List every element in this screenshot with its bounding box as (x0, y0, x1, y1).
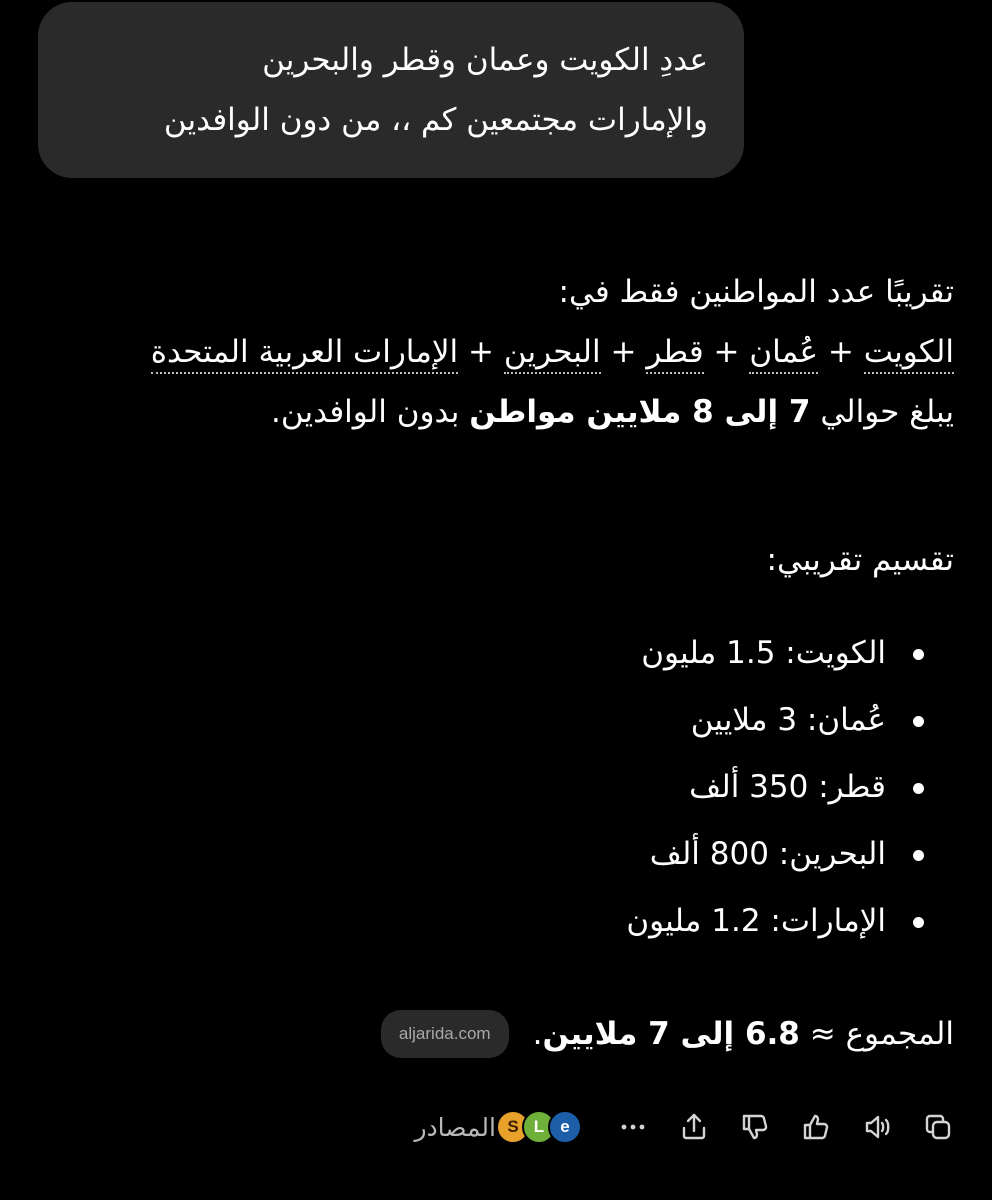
total-line (381, 1006, 954, 1062)
list-item: الإمارات: 1.2 مليون (34, 888, 924, 955)
source-favicon-e: e (548, 1110, 582, 1144)
bullet-icon (913, 850, 924, 861)
copy-icon[interactable] (922, 1107, 954, 1147)
sources-button[interactable] (404, 1110, 582, 1144)
breakdown-list (34, 620, 954, 955)
list-item: قطر: 350 ألف (34, 754, 924, 821)
speaker-icon[interactable] (861, 1107, 893, 1147)
plus-sign: + (468, 334, 494, 370)
user-message-line-2: والإمارات مجتمعين كم ،، من دون الوافدين (163, 102, 708, 138)
answer-intro: تقريبًا عدد المواطنين فقط في: (558, 274, 954, 310)
country-link-bahrain[interactable]: البحرين (504, 334, 601, 374)
bullet-icon (913, 716, 924, 727)
bullet-icon (913, 917, 924, 928)
total-suffix: . (532, 1016, 543, 1052)
breakdown-title: تقسيم تقريبي: (766, 542, 954, 578)
estimate-bold: 7 إلى 8 ملايين مواطن (469, 394, 811, 430)
total-prefix: المجموع ≈ (809, 1016, 954, 1052)
plus-sign: + (610, 334, 637, 370)
plus-sign: + (827, 334, 854, 370)
bullet-icon (913, 783, 924, 794)
assistant-answer (34, 262, 954, 955)
plus-sign: + (713, 334, 740, 370)
thumbs-down-icon[interactable] (739, 1107, 771, 1147)
source-favicon-s: S (496, 1110, 530, 1144)
list-item: عُمان: 3 ملايين (34, 687, 924, 754)
action-bar (404, 1100, 954, 1154)
source-favicons (496, 1110, 582, 1144)
estimate-suffix: بدون الوافدين. (271, 394, 460, 430)
user-message-bubble (38, 2, 744, 178)
thumbs-up-icon[interactable] (800, 1107, 832, 1147)
source-chip[interactable]: aljarida.com (381, 1010, 509, 1058)
estimate-line (34, 382, 954, 442)
country-link-oman[interactable]: عُمان (749, 334, 818, 374)
countries-line (34, 322, 954, 382)
estimate-prefix: يبلغ حوالي (820, 394, 954, 430)
sources-label: المصادر (414, 1112, 496, 1142)
list-item: الكويت: 1.5 مليون (34, 620, 924, 687)
list-item: البحرين: 800 ألف (34, 821, 924, 888)
country-link-uae[interactable]: الإمارات العربية المتحدة (151, 334, 458, 374)
country-link-qatar[interactable]: قطر (646, 334, 703, 374)
share-icon[interactable] (678, 1107, 710, 1147)
more-icon[interactable] (617, 1107, 649, 1147)
country-link-kuwait[interactable]: الكويت (864, 334, 954, 374)
source-favicon-l: L (522, 1110, 556, 1144)
total-bold: 6.8 إلى 7 ملايين (542, 1016, 800, 1052)
user-message-line-1: عددِ الكويت وعمان وقطر والبحرين (262, 42, 708, 78)
bullet-icon (913, 649, 924, 660)
